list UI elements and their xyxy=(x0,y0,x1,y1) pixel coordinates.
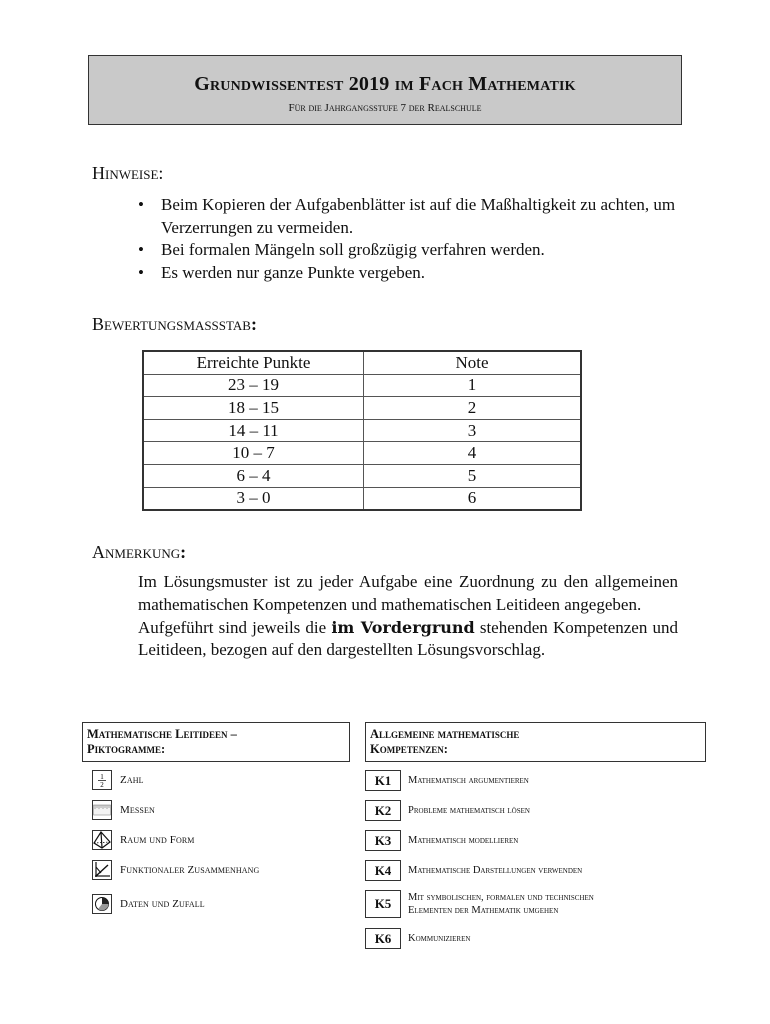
svg-text:1: 1 xyxy=(100,773,104,781)
leitidee-raum-form: Raum und Form xyxy=(92,830,194,850)
kompetenz-k5 xyxy=(365,890,594,918)
remark-paragraph-2: Aufgeführt sind jeweils die im Vordergrund stehenden Kompetenzen und Leitideen, bezogen auf den dargestellten Lösungsvorschlag. xyxy=(138,617,678,660)
kompetenz-label-line2: Elementen der Mathematik umgehen xyxy=(408,905,559,916)
grade-cell: 5 xyxy=(364,464,582,487)
grade-cell: 1 xyxy=(364,374,582,397)
pyramid-icon xyxy=(92,830,112,850)
points-cell: 3 – 0 xyxy=(143,487,364,510)
leitidee-daten-zufall: Daten und Zufall xyxy=(92,894,205,914)
table-row xyxy=(143,419,581,442)
points-cell: 23 – 19 xyxy=(143,374,364,397)
leitidee-funktionaler-zusammenhang: Funktionaler Zusammenhang xyxy=(92,860,259,880)
kompetenz-code: K4 xyxy=(365,860,401,881)
points-cell: 14 – 11 xyxy=(143,419,364,442)
kompetenz-code: K2 xyxy=(365,800,401,821)
grading-table xyxy=(142,350,582,511)
leitideen-heading: Mathematische Leitideen – Piktogramme: xyxy=(82,722,350,762)
kompetenz-code: K1 xyxy=(365,770,401,791)
kompetenz-k4: K4 Mathematische Darstellungen verwenden xyxy=(365,860,582,881)
kompetenz-k6: K6 Kommunizieren xyxy=(365,928,470,949)
leitidee-messen: Messen xyxy=(92,800,155,820)
fraction-icon xyxy=(92,770,112,790)
list-item: • Bei formalen Mängeln soll großzügig verfahren werden. xyxy=(138,239,698,262)
points-cell: 18 – 15 xyxy=(143,397,364,420)
hints-list xyxy=(138,194,698,284)
table-header-row xyxy=(143,351,581,374)
remark-text xyxy=(138,571,678,662)
title-box xyxy=(88,55,682,125)
page-subtitle: Für die Jahrgangsstufe 7 der Realschule xyxy=(288,102,482,114)
list-item: • Beim Kopieren der Aufgabenblätter ist auf die Maßhaltigkeit zu achten, um Verzerrungen zu vermeiden. xyxy=(138,194,698,239)
hints-heading: Hinweise: xyxy=(92,163,164,183)
leitidee-zahl: 1 2 Zahl xyxy=(92,770,144,790)
svg-text:2: 2 xyxy=(100,781,104,788)
kompetenz-label: Mit symbolischen, formalen und technischen xyxy=(408,892,594,903)
grade-cell: 2 xyxy=(364,397,582,420)
list-item: • Es werden nur ganze Punkte vergeben. xyxy=(138,262,698,285)
kompetenz-code: K6 xyxy=(365,928,401,949)
kompetenz-k2: K2 Probleme mathematisch lösen xyxy=(365,800,530,821)
ruler-icon xyxy=(92,800,112,820)
kompetenz-code: K3 xyxy=(365,830,401,851)
kompetenz-code: K5 xyxy=(365,890,401,918)
table-row xyxy=(143,487,581,510)
grade-cell: 4 xyxy=(364,442,582,465)
kompetenzen-heading: Allgemeine mathematische Kompetenzen: xyxy=(365,722,706,762)
points-cell: 10 – 7 xyxy=(143,442,364,465)
points-cell: 6 – 4 xyxy=(143,464,364,487)
col-grade-header: Note xyxy=(364,351,582,374)
remark-paragraph-1: Im Lösungsmuster ist zu jeder Aufgabe eine Zuordnung zu den allgemeinen mathematischen Kompetenzen und mathematischen Leitideen angegeben. xyxy=(138,572,678,614)
table-row xyxy=(143,397,581,420)
page-title: Grundwissentest 2019 im Fach Mathematik xyxy=(194,73,576,95)
table-row xyxy=(143,374,581,397)
col-points-header: Erreichte Punkte xyxy=(143,351,364,374)
remark-heading: Anmerkung: xyxy=(92,542,187,562)
grade-cell: 6 xyxy=(364,487,582,510)
table-row xyxy=(143,442,581,465)
graph-icon xyxy=(92,860,112,880)
kompetenz-k1: K1 Mathematisch argumentieren xyxy=(365,770,529,791)
kompetenz-k3: K3 Mathematisch modellieren xyxy=(365,830,518,851)
table-row xyxy=(143,464,581,487)
grading-heading: Bewertungsmaßstab: xyxy=(92,314,257,334)
grade-cell: 3 xyxy=(364,419,582,442)
pie-chart-icon xyxy=(92,894,112,914)
